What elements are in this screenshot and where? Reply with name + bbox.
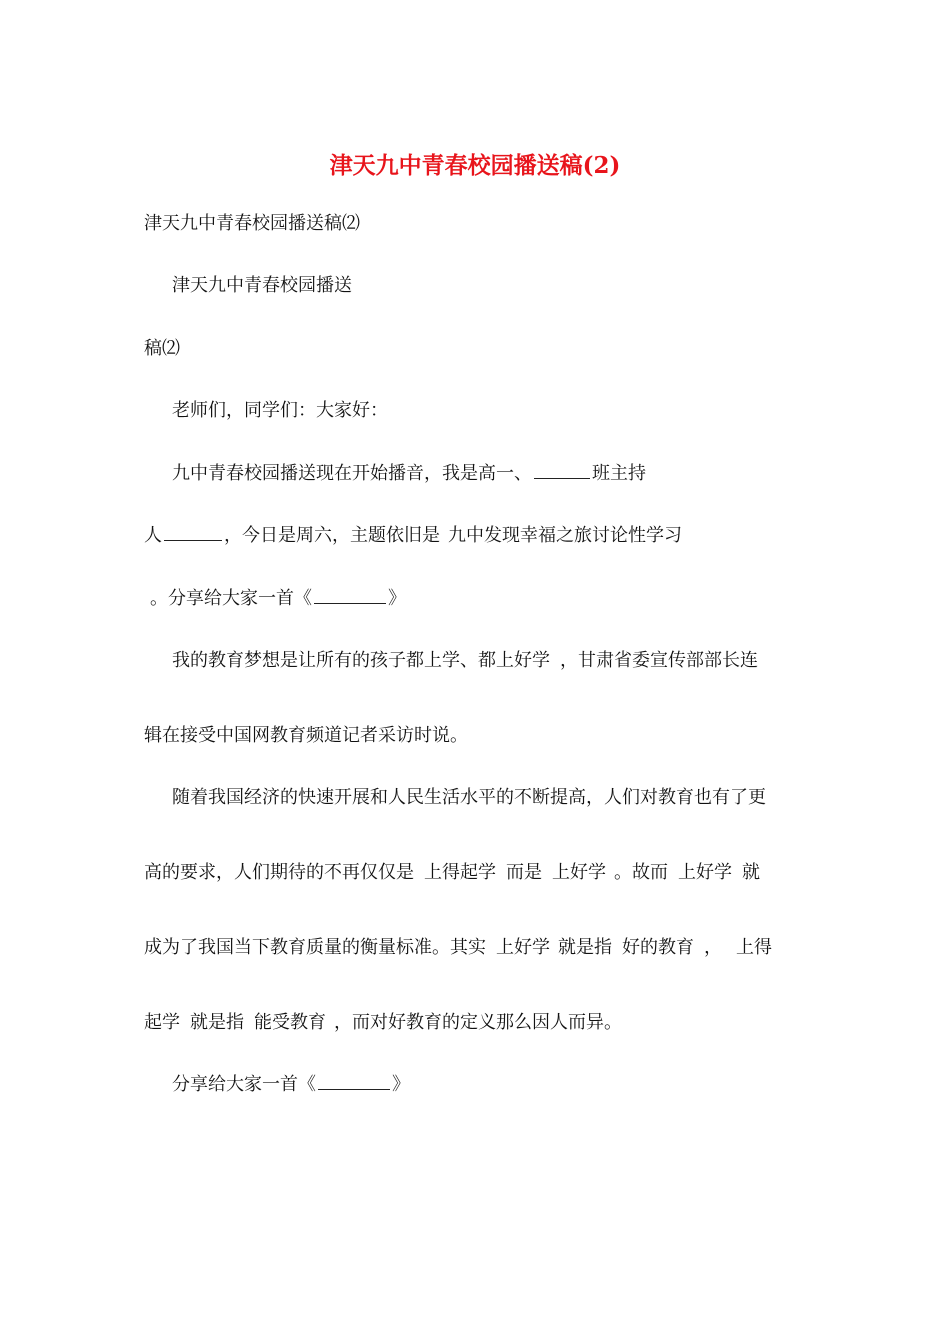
para2-l3-d: 好的教育 — [622, 937, 694, 958]
para2-l4-c: 能受教育 — [254, 1012, 326, 1033]
intro-text-c: 人 — [144, 525, 162, 546]
para2-text-line1: 随着我国经济的快速开展和人民生活水平的不断提高，人们对教育也有了更 — [172, 787, 766, 808]
para2-l2-e: 。故而 — [614, 862, 668, 883]
intro-line-2 — [144, 523, 682, 549]
host-blank — [164, 526, 222, 541]
para2-l2-g: 就 — [742, 862, 760, 883]
para2-l2-d: 上好学 — [552, 862, 606, 883]
greeting-line — [172, 398, 388, 424]
heading-part1: 津天九中青春校园播送 — [172, 275, 352, 296]
intro-line-1 — [172, 461, 646, 487]
para2-l4-d: ，而对好教育的定义那么因人而异。 — [334, 1012, 622, 1033]
para1-line-1 — [172, 648, 758, 674]
share-text-b: 》 — [392, 1074, 410, 1095]
para2-l4-b: 就是指 — [190, 1012, 244, 1033]
greeting-text: 老师们，同学们：大家好： — [172, 400, 388, 421]
song-blank-2 — [318, 1075, 390, 1090]
para1-text-b: ，甘肃省委宣传部部长连 — [560, 650, 758, 671]
para2-l2-c: 而是 — [506, 862, 542, 883]
intro-text-d: ，今日是周六，主题依旧是 — [224, 525, 440, 546]
intro-text-f: 。分享给大家一首《 — [150, 588, 312, 609]
para2-line-4 — [144, 1010, 622, 1036]
class-blank — [534, 464, 590, 479]
para1-text-a: 我的教育梦想是让所有的孩子都上学、都上好学 — [172, 650, 550, 671]
para2-l3-e: ， — [704, 937, 722, 958]
para2-l3-c: 就是指 — [558, 937, 612, 958]
intro-text-a: 九中青春校园播送现在开始播音，我是高一、 — [172, 463, 532, 484]
para2-l2-f: 上好学 — [678, 862, 732, 883]
subtitle-text: 津天九中青春校园播送稿⑵ — [144, 213, 360, 234]
intro-line-3 — [150, 586, 406, 612]
subtitle-line — [144, 211, 360, 237]
share-line — [172, 1072, 410, 1098]
song-blank-1 — [314, 589, 386, 604]
intro-text-b: 班主持 — [592, 463, 646, 484]
para2-l2-a: 高的要求，人们期待的不再仅仅是 — [144, 862, 414, 883]
para2-l4-a: 起学 — [144, 1012, 180, 1033]
heading-line-1 — [172, 273, 352, 299]
para2-line-2 — [144, 860, 760, 886]
para2-line-1 — [172, 785, 766, 811]
document-title: 津天九中青春校园播送稿(2) — [329, 152, 621, 179]
para2-l3-b: 上好学 — [496, 937, 550, 958]
heading-part2: 稿⑵ — [144, 338, 180, 359]
para2-l2-b: 上得起学 — [424, 862, 496, 883]
para1-text-c: 辑在接受中国网教育频道记者采访时说。 — [144, 725, 468, 746]
para2-line-3 — [144, 935, 772, 961]
intro-text-g: 》 — [388, 588, 406, 609]
intro-text-e: 九中发现幸福之旅讨论性学习 — [448, 525, 682, 546]
heading-line-2 — [144, 336, 180, 362]
share-text-a: 分享给大家一首《 — [172, 1074, 316, 1095]
para2-l3-a: 成为了我国当下教育质量的衡量标准。其实 — [144, 937, 486, 958]
para1-line-2 — [144, 723, 468, 749]
para2-l3-f: 上得 — [736, 937, 772, 958]
